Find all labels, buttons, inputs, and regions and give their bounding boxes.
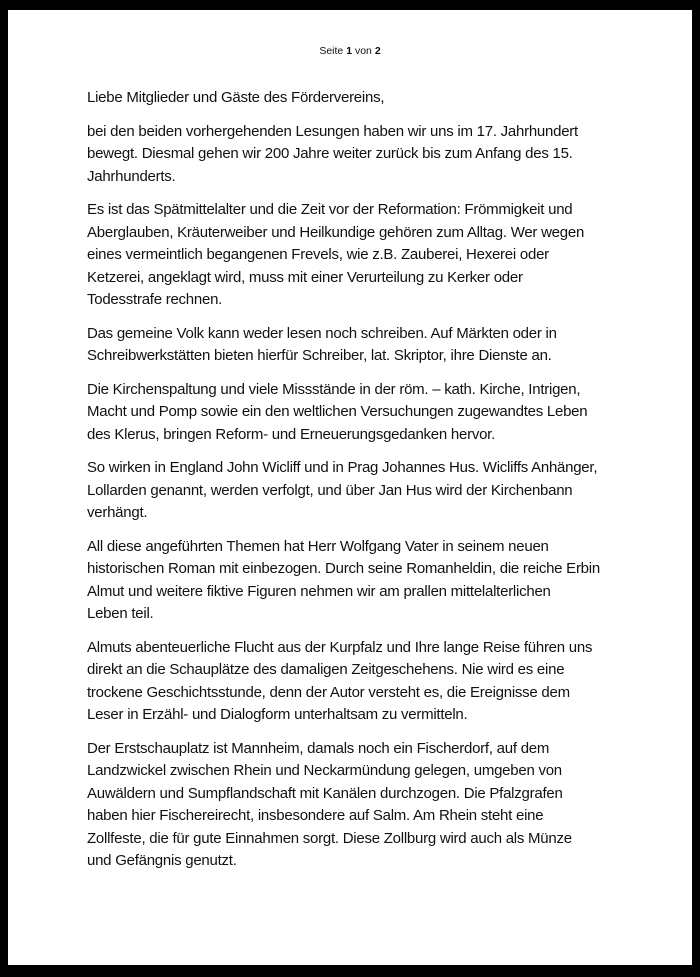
text-line: des Klerus, bringen Reform- und Erneuerungsgedanken hervor. (87, 425, 496, 443)
paragraph (87, 738, 657, 873)
text-line: haben hier Fischereirecht, insbesondere auf Salm. Am Rhein steht eine (87, 807, 544, 824)
paragraph (87, 323, 657, 368)
text-line: bewegt. Diesmal gehen wir 200 Jahre weiter zurück bis zum Anfang des 15. (87, 145, 573, 162)
letter-body (87, 87, 657, 884)
page-label: Seite (319, 45, 344, 57)
text-line: Leben teil. (87, 605, 154, 622)
text-line: Der Erstschauplatz ist Mannheim, damals noch ein Fischerdorf, auf dem (87, 739, 550, 757)
text-line: Zollfeste, die für gute Einnahmen sorgt. Diese Zollburg wird auch als Münze (87, 829, 572, 847)
text-line: Die Kirchenspaltung und viele Missstände in der röm. – kath. Kirche, Intrigen, (87, 380, 581, 398)
total-pages-number: 2 (374, 45, 381, 57)
text-line: So wirken in England John Wicliff und in Prag Johannes Hus. Wicliffs Anhänger, (87, 459, 598, 476)
text-line: Ketzerei, angeklagt wird, muss mit einer Verurteilung zu Kerker oder (87, 268, 523, 286)
text-line: Es ist das Spätmittelalter und die Zeit vor der Reformation: Frömmigkeit und (87, 201, 573, 218)
text-line: Almuts abenteuerliche Flucht aus der Kurpfalz und Ihre lange Reise führen uns (87, 638, 593, 656)
text-line: Schreibwerkstätten bieten hierfür Schreiber, lat. Skriptor, ihre Dienste an. (87, 347, 552, 364)
current-page-number: 1 (346, 45, 353, 57)
text-line: historischen Roman mit einbezogen. Durch seine Romanheldin, die reiche Erbin (87, 560, 600, 577)
text-line: Leser in Erzähl- und Dialogform unterhaltsam zu vermitteln. (87, 706, 468, 723)
paragraph (87, 457, 657, 525)
text-line: eines vermeintlich begangenen Frevels, wie z.B. Zauberei, Hexerei oder (87, 246, 549, 263)
text-line: Lollarden genannt, werden verfolgt, und über Jan Hus wird der Kirchenbann (87, 481, 573, 499)
text-line: verhängt. (87, 504, 148, 521)
text-line: All diese angeführten Themen hat Herr Wolfgang Vater in seinem neuen (87, 537, 549, 555)
paragraph (87, 637, 657, 727)
text-line: und Gefängnis genutzt. (87, 852, 237, 869)
page-separator: von (354, 45, 372, 57)
text-line: Todesstrafe rechnen. (87, 291, 223, 308)
text-line: Jahrhunderts. (87, 167, 176, 185)
text-line: Aberglauben, Kräuterweiber und Heilkundige gehören zum Alltag. Wer wegen (87, 223, 585, 241)
salutation: Liebe Mitglieder und Gäste des Fördervereins, (87, 89, 385, 106)
text-line: trockene Geschichtsstunde, denn der Autor versteht es, die Ereignisse dem (87, 683, 570, 701)
text-line: Landzwickel zwischen Rhein und Neckarmündung gelegen, umgeben von (87, 762, 562, 779)
text-line: bei den beiden vorhergehenden Lesungen haben wir uns im 17. Jahrhundert (87, 122, 578, 140)
text-line: Das gemeine Volk kann weder lesen noch schreiben. Auf Märkten oder in (87, 324, 557, 342)
text-line: Almut und weitere fiktive Figuren nehmen wir am prallen mittelalterlichen (87, 582, 551, 600)
paragraph (87, 121, 657, 189)
page-number-header (0, 45, 700, 57)
text-line: direkt an die Schauplätze des damaligen Zeitgeschehens. Nie wird es eine (87, 661, 565, 678)
text-line: Macht und Pomp sowie ein den weltlichen Versuchungen zugewandtes Leben (87, 403, 588, 420)
text-line: Auwäldern und Sumpflandschaft mit Kanälen durchzogen. Die Pfalzgrafen (87, 784, 563, 802)
paragraph (87, 536, 657, 626)
paragraph (87, 379, 657, 447)
paragraphs-container (87, 121, 657, 873)
paragraph (87, 199, 657, 312)
